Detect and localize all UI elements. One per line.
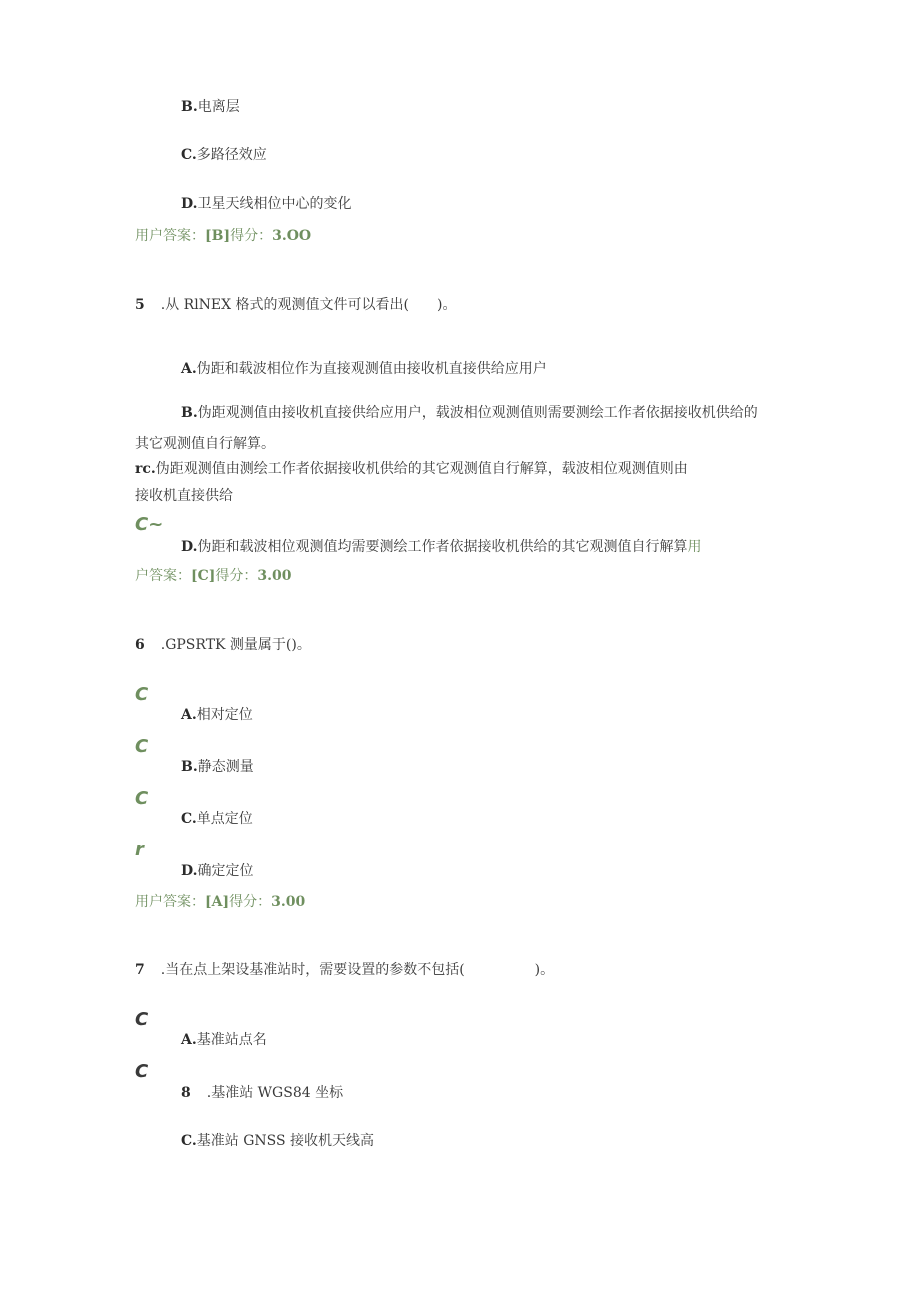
q5-option-b-continued: 其它观测值自行解算。: [135, 436, 275, 452]
answer-value: [B]: [205, 228, 231, 244]
q7-option-a[interactable]: [181, 1030, 267, 1050]
option-letter: C.: [181, 811, 197, 827]
q6-option-b[interactable]: [181, 757, 254, 777]
q6-option-c[interactable]: [181, 809, 253, 829]
score-value: 3.00: [271, 894, 306, 910]
q5-option-a[interactable]: [181, 359, 547, 379]
radio-button-icon[interactable]: C: [135, 1061, 149, 1082]
option-letter: C.: [181, 147, 197, 163]
answer-value: [A]: [205, 894, 230, 910]
q6-option-a[interactable]: [181, 705, 253, 725]
score-label: 得分：: [229, 894, 272, 910]
radio-button-icon[interactable]: C: [135, 684, 149, 705]
q5-answer-line: [135, 566, 292, 586]
radio-button-icon[interactable]: C~: [135, 514, 164, 535]
q5-option-b[interactable]: [181, 403, 758, 423]
radio-button-icon[interactable]: C: [135, 788, 149, 809]
q4-option-b[interactable]: [181, 97, 240, 117]
q4-option-d[interactable]: [181, 194, 352, 214]
option-letter: D.: [181, 863, 198, 879]
q7-question: [135, 960, 554, 980]
radio-button-icon[interactable]: C: [135, 736, 149, 757]
q5-question: [135, 295, 456, 315]
option-text: 基准站 GNSS 接收机天线高: [196, 1133, 375, 1149]
radio-button-icon[interactable]: r: [135, 839, 144, 860]
radio-marker: r: [135, 461, 143, 477]
option-text: 基准站点名: [196, 1032, 267, 1048]
option-text: 伪距观测值由接收机直接供给应用户，载波相位观测值则需要测绘工作者依据接收机供给的: [197, 405, 758, 421]
option-letter: B.: [181, 759, 198, 775]
score-label: 得分：: [215, 568, 258, 584]
option-letter: D.: [181, 539, 198, 555]
option-text: 静态测量: [197, 759, 254, 775]
score-value: 3.00: [257, 568, 292, 584]
answer-prefix: 用户答案：: [135, 228, 205, 244]
option-text: 多路径效应: [196, 147, 267, 163]
q6-question: [135, 635, 311, 655]
question-number: 5: [135, 297, 145, 313]
option-letter: C.: [181, 1133, 197, 1149]
option-text: 相对定位: [196, 707, 253, 723]
q5-option-d[interactable]: [181, 537, 702, 557]
option-letter: c.: [142, 461, 156, 477]
question-text: .GPSRTK 测量属于()。: [160, 637, 311, 653]
option-number: 8: [181, 1085, 191, 1101]
option-letter: A.: [181, 1032, 197, 1048]
q4-option-c[interactable]: [181, 145, 267, 165]
q5-option-c-continued: 接收机直接供给: [135, 488, 233, 504]
q7-option-c[interactable]: [181, 1131, 374, 1151]
option-text: 确定定位: [197, 863, 254, 879]
option-tail: 用: [687, 539, 702, 555]
option-text: 伪距和载波相位观测值均需要测绘工作者依据接收机供给的其它观测值自行解算: [197, 539, 688, 555]
answer-prefix: 户答案：: [135, 568, 191, 584]
q6-answer-line: [135, 892, 305, 912]
option-text: 伪距观测值由测绘工作者依据接收机供给的其它观测值自行解算，载波相位观测值则由: [155, 461, 688, 477]
radio-button-icon[interactable]: C: [135, 1009, 149, 1030]
option-text: .基准站 WGS84 坐标: [206, 1085, 344, 1101]
option-letter: A.: [181, 361, 197, 377]
q4-answer-line: [135, 226, 311, 246]
option-letter: B.: [181, 405, 198, 421]
q6-option-d[interactable]: [181, 861, 254, 881]
score-value: 3.OO: [272, 228, 312, 244]
option-text: 伪距和载波相位作为直接观测值由接收机直接供给应用户: [196, 361, 547, 377]
question-number: 6: [135, 637, 145, 653]
q7-option-b[interactable]: [181, 1083, 343, 1103]
answer-prefix: 用户答案：: [135, 894, 205, 910]
option-text: 电离层: [197, 99, 240, 115]
answer-value: [C]: [191, 568, 216, 584]
question-number: 7: [135, 962, 145, 978]
question-text: .从 RlNEX 格式的观测值文件可以看出( )。: [160, 297, 457, 313]
q5-option-c[interactable]: [135, 459, 688, 479]
option-letter: A.: [181, 707, 197, 723]
option-letter: B.: [181, 99, 198, 115]
option-letter: D.: [181, 196, 198, 212]
option-text: 单点定位: [196, 811, 253, 827]
score-label: 得分：: [230, 228, 273, 244]
question-text: .当在点上架设基准站时，需要设置的参数不包括( )。: [160, 962, 555, 978]
option-text: 卫星天线相位中心的变化: [197, 196, 352, 212]
